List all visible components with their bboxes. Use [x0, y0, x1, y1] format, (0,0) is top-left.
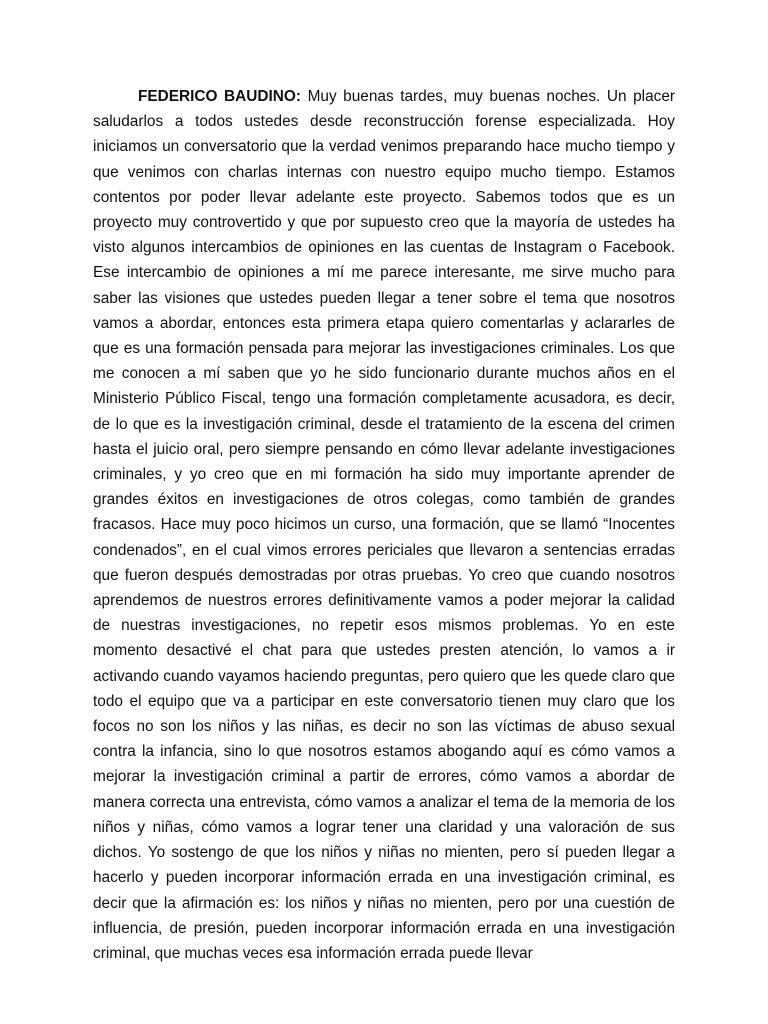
speech-text: Muy buenas tardes, muy buenas noches. Un placer saludarlos a todos ustedes desde reconstrucción forense especializada. Hoy iniciamos un conversatorio que la verdad venimos preparando hace mucho tiempo y que venimos con charlas internas con nuestro equipo mucho tiempo. Estamos contentos por poder llevar adelante este proyecto. Sabemos todos que es un proyecto muy controvertido y que por supuesto creo que la mayoría de ustedes ha visto algunos intercambios de opiniones en las cuentas de Instagram o Facebook. Ese intercambio de opiniones a mí me parece interesante, me sirve mucho para saber las visiones que ustedes pueden llegar a tener sobre el tema que nosotros vamos a abordar, entonces esta primera etapa quiero comentarlas y aclararles de que es una formación pensada para mejorar las investigaciones criminales. Los que me conocen a mí saben que yo he sido funcionario durante muchos años en el Ministerio Público Fiscal, tengo una formación completamente acusadora, es decir, de lo que es la investigación criminal, desde el tratamiento de la escena del crimen hasta el juicio oral, pero siempre pensando en cómo llevar adelante investigaciones criminales, y yo creo que en mi formación ha sido muy importante aprender de grandes éxitos en investigaciones de otros colegas, como también de grandes fracasos. Hace muy poco hicimos un curso, una formación, que se llamó “Inocentes condenados”, en el cual vimos errores periciales que llevaron a sentencias erradas que fueron después demostradas por otras pruebas. Yo creo que cuando nosotros aprendemos de nuestros errores definitivamente vamos a poder mejorar la calidad de nuestras investigaciones, no repetir esos mismos problemas. Yo en este momento desactivé el chat para que ustedes presten atención, lo vamos a ir activando cuando vayamos haciendo preguntas, pero quiero que les quede claro que todo el equipo que va a participar en este conversatorio tienen muy claro que los focos no son los niños y las niñas, es decir no son las víctimas de abuso sexual contra la infancia, sino lo que nosotros estamos abogando aquí es cómo vamos a mejorar la investigación criminal a partir de errores, cómo vamos a abordar de manera correcta una entrevista, cómo vamos a analizar el tema de la memoria de los niños y niñas, cómo vamos a lograr tener una claridad y una valoración de sus dichos. Yo sostengo de que los niños y niñas no mienten, pero sí pueden llegar a hacerlo y pueden incorporar información errada en una investigación criminal, es decir que la afirmación es: los niños y niñas no mienten, pero por una cuestión de influencia, de presión, pueden incorporar información errada en una investigación criminal, que muchas veces esa información errada puede llevar	[93, 88, 676, 962]
document-page	[93, 84, 675, 966]
speaker-name: FEDERICO BAUDINO:	[138, 88, 302, 105]
transcript-paragraph	[93, 84, 675, 966]
